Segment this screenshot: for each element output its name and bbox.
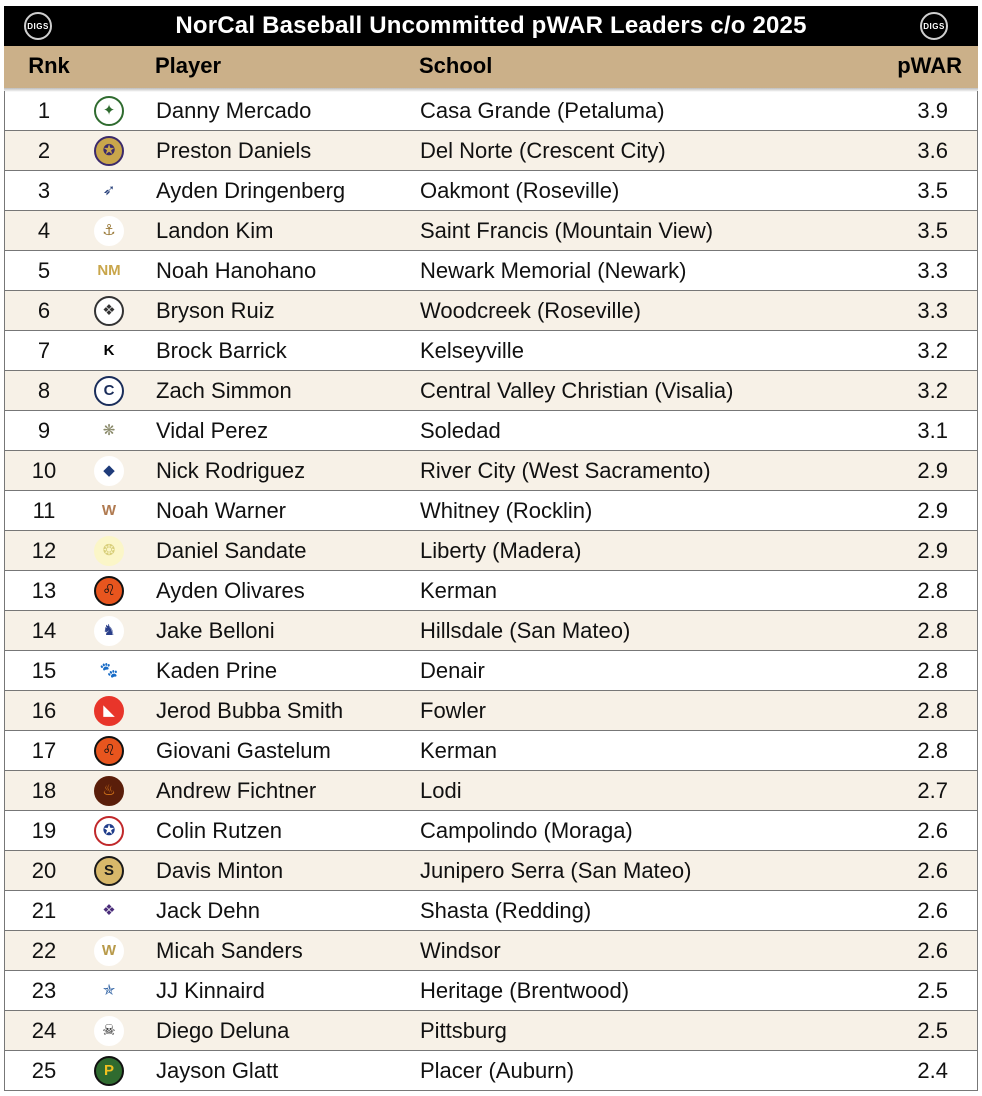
- school-logo-cell: [87, 571, 131, 610]
- school-logo-cell: [87, 811, 131, 850]
- school-logo-cell: [87, 771, 131, 810]
- school-name-cell: Casa Grande (Petaluma): [420, 98, 665, 123]
- school-name-cell: Woodcreek (Roseville): [420, 298, 641, 323]
- school-name-cell: Shasta (Redding): [420, 898, 592, 923]
- school-logo-cell: [87, 531, 131, 570]
- school-name-cell: Kerman: [420, 578, 498, 603]
- player-name-cell: Vidal Perez: [156, 418, 269, 443]
- school-logo-cell: [87, 971, 131, 1010]
- rank-cell: 17: [31, 738, 57, 763]
- player-name-cell: Preston Daniels: [156, 138, 312, 163]
- player-name-cell: Davis Minton: [156, 858, 284, 883]
- timberwolf-logo-icon: ❖: [94, 296, 124, 326]
- pwar-value-cell: 3.5: [917, 218, 948, 243]
- table-row: [4, 491, 978, 531]
- table-row: [4, 91, 978, 131]
- player-name-cell: Nick Rodriguez: [156, 458, 306, 483]
- flame-logo-icon: ♨: [94, 776, 124, 806]
- s-letter-logo-icon: S: [94, 856, 124, 886]
- viking-logo-icon: ➶: [94, 176, 124, 206]
- paw-logo-icon: 🐾: [94, 656, 124, 686]
- rank-cell: 15: [31, 658, 57, 683]
- school-logo-cell: [87, 891, 131, 930]
- pwar-value-cell: 2.5: [917, 1018, 948, 1043]
- school-logo-cell: [87, 251, 131, 290]
- table-row: [4, 371, 978, 411]
- player-name-cell: Kaden Prine: [156, 658, 278, 683]
- wolf-logo-icon: ❖: [94, 896, 124, 926]
- lion-logo-icon: ♌: [94, 736, 124, 766]
- cougar-seal-logo-icon: ✪: [94, 816, 124, 846]
- table-row: [4, 851, 978, 891]
- player-name-cell: Zach Simmon: [156, 378, 292, 403]
- rank-cell: 23: [31, 978, 57, 1003]
- table-row: [4, 931, 978, 971]
- player-name-cell: Noah Hanohano: [156, 258, 317, 283]
- cat-head-logo-icon: ◣: [94, 696, 124, 726]
- table-row: [4, 771, 978, 811]
- pwar-value-cell: 3.9: [917, 98, 948, 123]
- player-name-cell: Diego Deluna: [156, 1018, 290, 1043]
- pirate-logo-icon: ☠: [94, 1016, 124, 1046]
- school-name-cell: Central Valley Christian (Visalia): [420, 378, 734, 403]
- knight-logo-icon: ♞: [94, 616, 124, 646]
- pwar-value-cell: 2.9: [917, 498, 948, 523]
- leaderboard-table: [4, 91, 978, 1091]
- pwar-value-cell: 2.6: [917, 818, 948, 843]
- player-name-cell: Jack Dehn: [156, 898, 260, 923]
- k-letter-logo-icon: K: [94, 336, 124, 366]
- player-name-cell: Bryson Ruiz: [156, 298, 275, 323]
- c-letter-logo-icon: C: [94, 376, 124, 406]
- table-row: [4, 691, 978, 731]
- school-name-cell: Kelseyville: [420, 338, 524, 363]
- rank-cell: 11: [32, 498, 56, 523]
- page-title: NorCal Baseball Uncommitted pWAR Leaders c/o 2025: [175, 12, 807, 39]
- school-name-cell: Oakmont (Roseville): [420, 178, 620, 203]
- pwar-value-cell: 2.8: [917, 738, 948, 763]
- player-name-cell: Ayden Dringenberg: [156, 178, 346, 203]
- gopher-logo-icon: ✦: [94, 96, 124, 126]
- school-name-cell: Heritage (Brentwood): [420, 978, 630, 1003]
- column-header-pwar: pWAR: [897, 53, 962, 78]
- player-name-cell: Brock Barrick: [156, 338, 287, 363]
- pwar-value-cell: 3.3: [917, 298, 948, 323]
- pwar-value-cell: 2.8: [917, 658, 948, 683]
- school-name-cell: Liberty (Madera): [420, 538, 582, 563]
- player-name-cell: Micah Sanders: [156, 938, 303, 963]
- table-row: [4, 891, 978, 931]
- rank-cell: 13: [31, 578, 57, 603]
- pwar-value-cell: 2.8: [917, 698, 948, 723]
- school-name-cell: Placer (Auburn): [420, 1058, 575, 1083]
- player-name-cell: JJ Kinnaird: [156, 978, 265, 1003]
- hawk-logo-icon: ❂: [94, 536, 124, 566]
- table-row: [4, 331, 978, 371]
- pwar-value-cell: 2.7: [917, 778, 948, 803]
- player-name-cell: Jerod Bubba Smith: [156, 698, 344, 723]
- table-row: [4, 451, 978, 491]
- player-name-cell: Danny Mercado: [156, 98, 312, 123]
- pwar-value-cell: 2.8: [917, 618, 948, 643]
- column-header-rank: Rnk: [28, 53, 70, 78]
- school-name-cell: Denair: [420, 658, 485, 683]
- rank-cell: 9: [37, 418, 51, 443]
- school-name-cell: Pittsburg: [420, 1018, 507, 1043]
- anchor-logo-icon: ⚓: [94, 216, 124, 246]
- rank-cell: 2: [37, 138, 51, 163]
- school-logo-cell: [87, 611, 131, 650]
- school-logo-cell: [87, 451, 131, 490]
- school-logo-cell: [87, 291, 131, 330]
- player-name-cell: Landon Kim: [156, 218, 274, 243]
- table-row: [4, 1051, 978, 1091]
- school-logo-cell: [87, 211, 131, 250]
- w-letter-logo-icon: W: [94, 936, 124, 966]
- player-name-cell: Noah Warner: [156, 498, 287, 523]
- table-row: [4, 211, 978, 251]
- school-name-cell: Del Norte (Crescent City): [420, 138, 666, 163]
- warrior-seal-logo-icon: ✪: [94, 136, 124, 166]
- digs-logo-text: DIGS: [27, 21, 49, 31]
- player-name-cell: Colin Rutzen: [156, 818, 282, 843]
- raider-helmet-logo-icon: ◆: [94, 456, 124, 486]
- school-logo-cell: [87, 131, 131, 170]
- rank-cell: 3: [37, 178, 51, 203]
- table-row: [4, 1011, 978, 1051]
- table-row: [4, 811, 978, 851]
- school-logo-cell: [87, 491, 131, 530]
- table-row: [4, 251, 978, 291]
- table-row: [4, 531, 978, 571]
- pwar-value-cell: 2.8: [917, 578, 948, 603]
- table-row: [4, 291, 978, 331]
- pwar-value-cell: 2.6: [917, 898, 948, 923]
- school-name-cell: Campolindo (Moraga): [420, 818, 633, 843]
- nm-logo-icon: NM: [94, 256, 124, 286]
- school-logo-cell: [87, 1051, 131, 1090]
- rank-cell: 19: [31, 818, 57, 843]
- school-logo-cell: [87, 931, 131, 970]
- digs-logo-icon: [24, 12, 52, 40]
- school-logo-cell: [87, 91, 131, 130]
- pwar-value-cell: 2.6: [917, 938, 948, 963]
- digs-logo-icon: [920, 12, 948, 40]
- table-row: [4, 731, 978, 771]
- rank-cell: 25: [31, 1058, 57, 1083]
- rank-cell: 7: [37, 338, 51, 363]
- rank-cell: 14: [31, 618, 57, 643]
- pwar-value-cell: 3.1: [917, 418, 948, 443]
- table-row: [4, 411, 978, 451]
- school-logo-cell: [87, 1011, 131, 1050]
- table-row: [4, 611, 978, 651]
- table-row: [4, 571, 978, 611]
- rank-cell: 21: [31, 898, 57, 923]
- table-row: [4, 131, 978, 171]
- school-name-cell: Newark Memorial (Newark): [420, 258, 687, 283]
- school-name-cell: Fowler: [420, 698, 487, 723]
- school-logo-cell: [87, 371, 131, 410]
- p-letter-logo-icon: P: [94, 1056, 124, 1086]
- school-logo-cell: [87, 411, 131, 450]
- school-name-cell: Saint Francis (Mountain View): [420, 218, 714, 243]
- player-name-cell: Daniel Sandate: [156, 538, 307, 563]
- column-header-row: [4, 46, 978, 90]
- school-logo-cell: [87, 691, 131, 730]
- rank-cell: 5: [37, 258, 51, 283]
- player-name-cell: Ayden Olivares: [156, 578, 305, 603]
- rank-cell: 24: [31, 1018, 57, 1043]
- pwar-value-cell: 2.5: [917, 978, 948, 1003]
- school-logo-cell: [87, 651, 131, 690]
- table-row: [4, 171, 978, 211]
- aztec-logo-icon: ❋: [94, 416, 124, 446]
- school-name-cell: River City (West Sacramento): [420, 458, 711, 483]
- table-row: [4, 971, 978, 1011]
- column-header-school: School: [419, 53, 493, 78]
- digs-logo-text: DIGS: [923, 21, 945, 31]
- player-name-cell: Jake Belloni: [156, 618, 275, 643]
- pwar-value-cell: 2.6: [917, 858, 948, 883]
- school-logo-cell: [87, 731, 131, 770]
- pwar-value-cell: 2.9: [917, 458, 948, 483]
- school-name-cell: Junipero Serra (San Mateo): [420, 858, 692, 883]
- pwar-value-cell: 3.2: [917, 378, 948, 403]
- rank-cell: 1: [37, 98, 51, 123]
- pwar-value-cell: 3.2: [917, 338, 948, 363]
- rank-cell: 8: [37, 378, 51, 403]
- school-name-cell: Windsor: [420, 938, 501, 963]
- column-header-player: Player: [155, 53, 222, 78]
- pwar-value-cell: 2.9: [917, 538, 948, 563]
- rank-cell: 18: [31, 778, 57, 803]
- patriot-logo-icon: ✯: [94, 976, 124, 1006]
- school-logo-cell: [87, 171, 131, 210]
- school-logo-cell: [87, 331, 131, 370]
- pwar-value-cell: 3.6: [917, 138, 948, 163]
- rank-cell: 12: [31, 538, 57, 563]
- school-name-cell: Lodi: [420, 778, 462, 803]
- rank-cell: 4: [37, 218, 51, 243]
- rank-cell: 16: [31, 698, 57, 723]
- school-name-cell: Whitney (Rocklin): [420, 498, 593, 523]
- w-letter-logo-icon: W: [94, 496, 124, 526]
- school-name-cell: Kerman: [420, 738, 498, 763]
- pwar-value-cell: 2.4: [917, 1058, 948, 1083]
- table-row: [4, 651, 978, 691]
- player-name-cell: Andrew Fichtner: [156, 778, 317, 803]
- rank-cell: 10: [31, 458, 57, 483]
- pwar-value-cell: 3.3: [917, 258, 948, 283]
- rank-cell: 22: [31, 938, 57, 963]
- rank-cell: 20: [31, 858, 57, 883]
- school-name-cell: Hillsdale (San Mateo): [420, 618, 631, 643]
- school-name-cell: Soledad: [420, 418, 501, 443]
- pwar-value-cell: 3.5: [917, 178, 948, 203]
- rank-cell: 6: [37, 298, 51, 323]
- title-bar: [4, 6, 978, 46]
- player-name-cell: Giovani Gastelum: [156, 738, 331, 763]
- lion-logo-icon: ♌: [94, 576, 124, 606]
- player-name-cell: Jayson Glatt: [156, 1058, 279, 1083]
- school-logo-cell: [87, 851, 131, 890]
